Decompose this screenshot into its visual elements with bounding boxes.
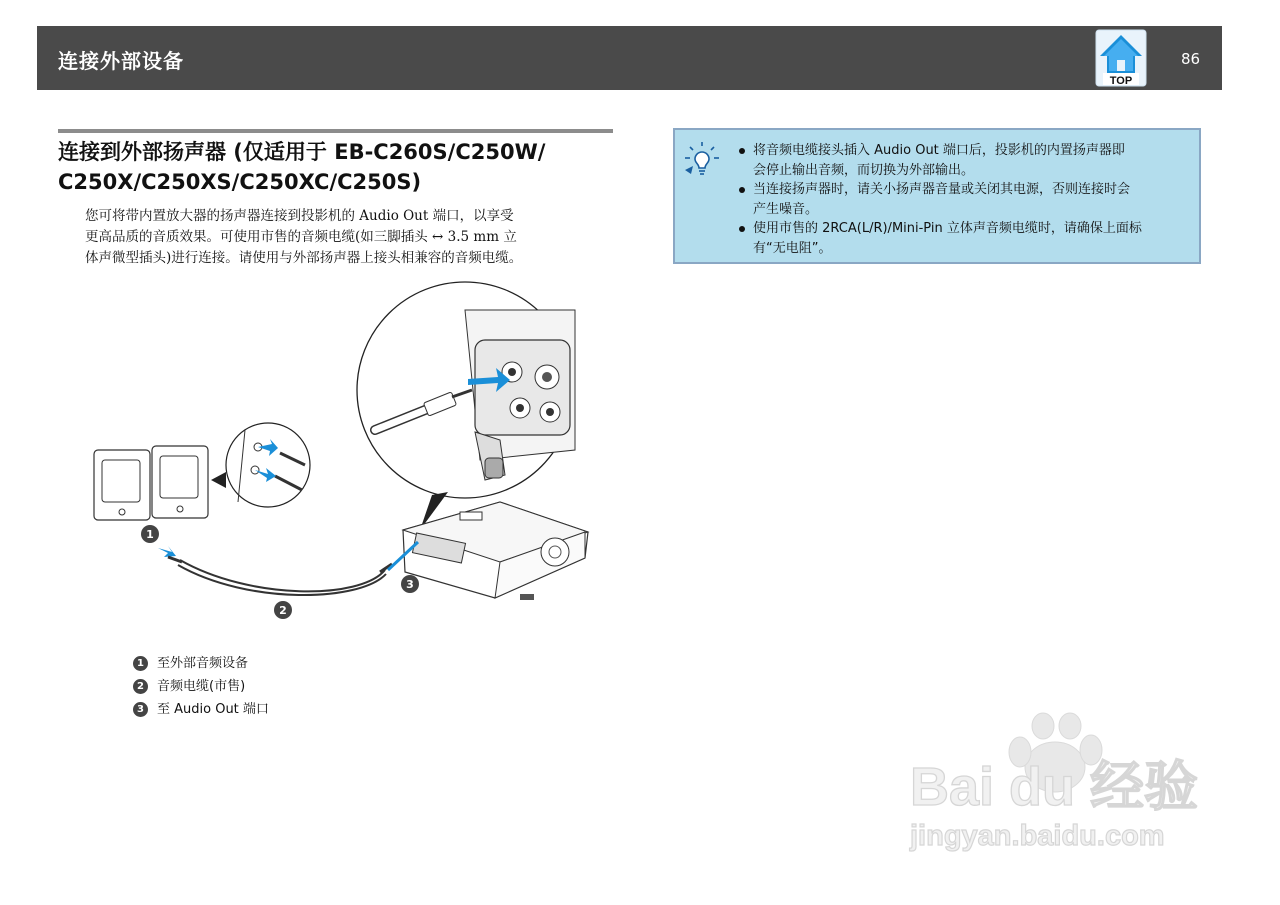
tip-list — [737, 141, 1193, 258]
speaker-arrow — [158, 546, 176, 557]
section-body — [85, 206, 613, 269]
callout-1 — [141, 525, 159, 543]
legend-number: 1 — [133, 656, 148, 671]
top-label: TOP — [1109, 75, 1133, 87]
audio-cable — [168, 557, 392, 595]
body-line: 体声微型插头)进行连接。请使用与外部扬声器上接头相兼容的音频电缆。 — [85, 250, 523, 266]
tip-item: 将音频电缆接头插入 Audio Out 端口后，投影机的内置扬声器即 会停止输出音频，而切换为外部输出。 — [737, 141, 1193, 180]
header-title: 连接外部设备 — [58, 49, 184, 73]
home-icon — [1095, 29, 1147, 87]
port-zoom-circle — [357, 282, 575, 498]
legend-item — [133, 675, 269, 698]
callout-2-number: 2 — [279, 604, 287, 617]
section-title-line: 连接到外部扬声器 (仅适用于 EB-C260S/C250W/ — [58, 140, 546, 164]
legend-text: 至 Audio Out 端口 — [157, 702, 269, 717]
figure-legend — [133, 652, 269, 721]
tip-note-box — [673, 128, 1201, 264]
body-line: 更高品质的音质效果。可使用市售的音频电缆(如三脚插头 ↔ 3.5 mm 立 — [85, 229, 517, 245]
tip-item: 当连接扬声器时，请关小扬声器音量或关闭其电源，否则连接时会 产生噪音。 — [737, 180, 1193, 219]
top-home-button[interactable] — [1095, 29, 1147, 87]
callout-1-number: 1 — [146, 528, 154, 541]
legend-item — [133, 652, 269, 675]
legend-number: 2 — [133, 679, 148, 694]
section-title-line: C250X/C250XS/C250XC/C250S) — [58, 170, 422, 194]
watermark-brand: Bai du 经验 — [910, 757, 1199, 817]
callout-3 — [401, 575, 419, 593]
legend-text: 至外部音频设备 — [157, 656, 249, 671]
watermark-url: jingyan.baidu.com — [910, 820, 1165, 852]
section-rule — [58, 129, 613, 133]
speaker-zoom-circle — [211, 423, 310, 507]
tip-lightbulb-icon — [683, 140, 721, 178]
connection-illustration — [80, 280, 620, 630]
baidu-watermark — [905, 712, 1205, 862]
section-title — [58, 137, 618, 197]
page-header — [37, 26, 1222, 90]
legend-text: 音频电缆(市售) — [157, 679, 246, 694]
legend-item — [133, 698, 269, 721]
external-speakers — [94, 446, 208, 520]
callout-2 — [274, 601, 292, 619]
page-number: 86 — [1181, 50, 1201, 68]
callout-3-number: 3 — [406, 578, 414, 591]
legend-number: 3 — [133, 702, 148, 717]
body-line: 您可将带内置放大器的扬声器连接到投影机的 Audio Out 端口，以享受 — [85, 208, 514, 224]
tip-item: 使用市售的 2RCA(L/R)/Mini-Pin 立体声音频电缆时，请确保上面标 有“无电阻”。 — [737, 219, 1193, 258]
